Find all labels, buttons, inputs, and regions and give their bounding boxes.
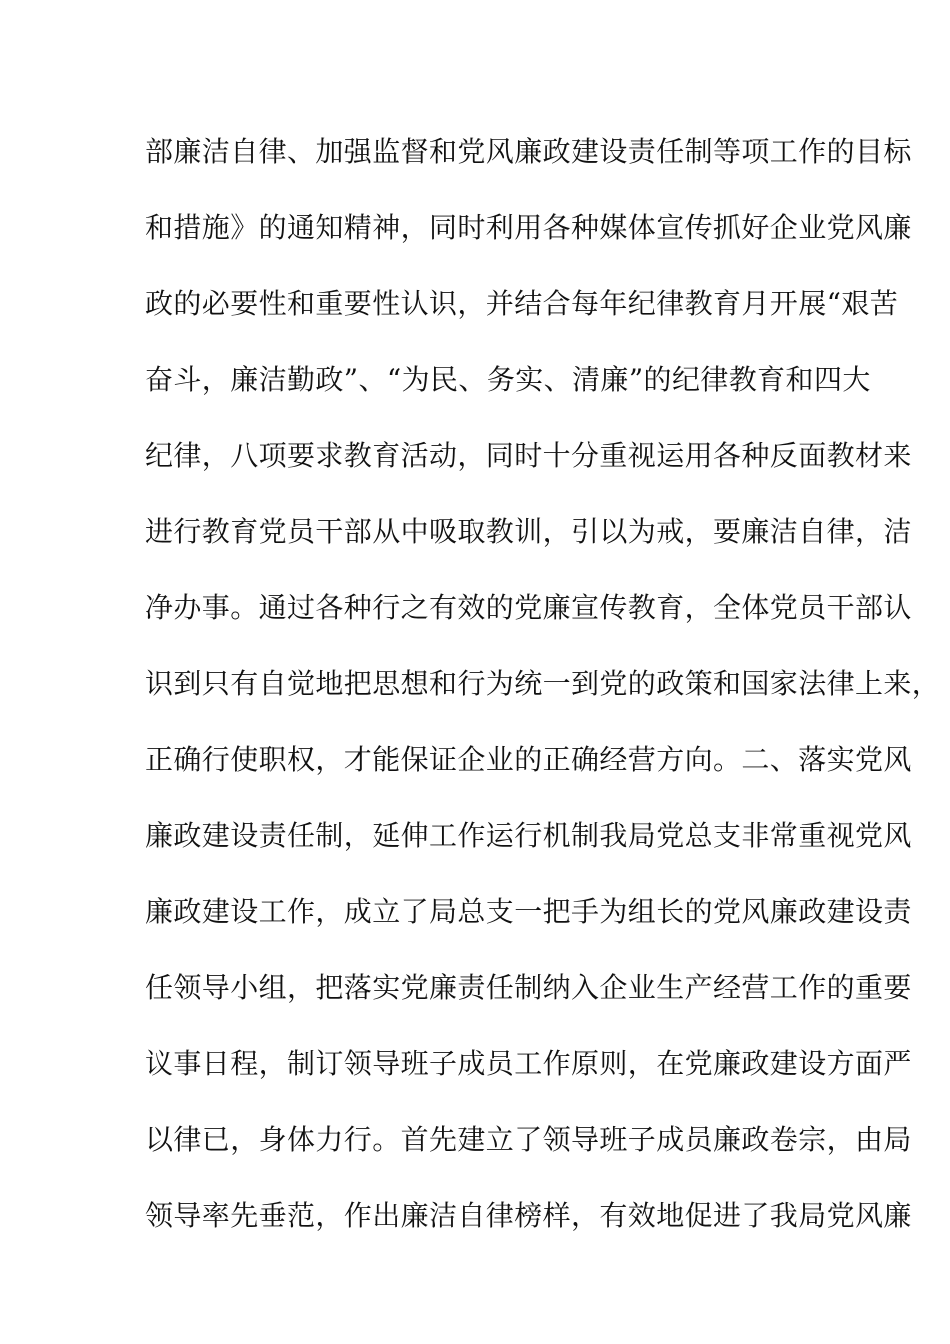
text-line-13: 议事日程，制订领导班子成员工作原则，在党廉政建设方面严 bbox=[145, 1047, 912, 1080]
text-line-11: 廉政建设工作，成立了局总支一把手为组长的党风廉政建设责 bbox=[145, 895, 912, 928]
text-line-12: 任领导小组，把落实党廉责任制纳入企业生产经营工作的重要 bbox=[145, 971, 912, 1004]
body-text bbox=[145, 128, 941, 1268]
text-line-7: 净办事。通过各种行之有效的党廉宣传教育，全体党员干部认 bbox=[145, 591, 912, 624]
text-line-9: 正确行使职权，才能保证企业的正确经营方向。二、落实党风 bbox=[145, 743, 912, 776]
text-line-10: 廉政建设责任制，延伸工作运行机制我局党总支非常重视党风 bbox=[145, 819, 912, 852]
text-line-8: 识到只有自觉地把思想和行为统一到党的政策和国家法律上来， bbox=[145, 667, 941, 700]
text-line-6: 进行教育党员干部从中吸取教训，引以为戒，要廉洁自律，洁 bbox=[145, 515, 912, 548]
text-line-2: 和措施》的通知精神，同时利用各种媒体宣传抓好企业党风廉 bbox=[145, 211, 912, 244]
text-line-4: 奋斗，廉洁勤政”、“为民、务实、清廉”的纪律教育和四大 bbox=[145, 363, 871, 396]
text-line-3: 政的必要性和重要性认识，并结合每年纪律教育月开展“艰苦 bbox=[145, 287, 899, 320]
text-line-14: 以律已，身体力行。首先建立了领导班子成员廉政卷宗，由局 bbox=[145, 1123, 912, 1156]
text-line-15: 领导率先垂范，作出廉洁自律榜样，有效地促进了我局党风廉 bbox=[145, 1199, 912, 1232]
text-line-1: 部廉洁自律、加强监督和党风廉政建设责任制等项工作的目标 bbox=[145, 135, 912, 168]
text-line-5: 纪律，八项要求教育活动，同时十分重视运用各种反面教材来 bbox=[145, 439, 912, 472]
